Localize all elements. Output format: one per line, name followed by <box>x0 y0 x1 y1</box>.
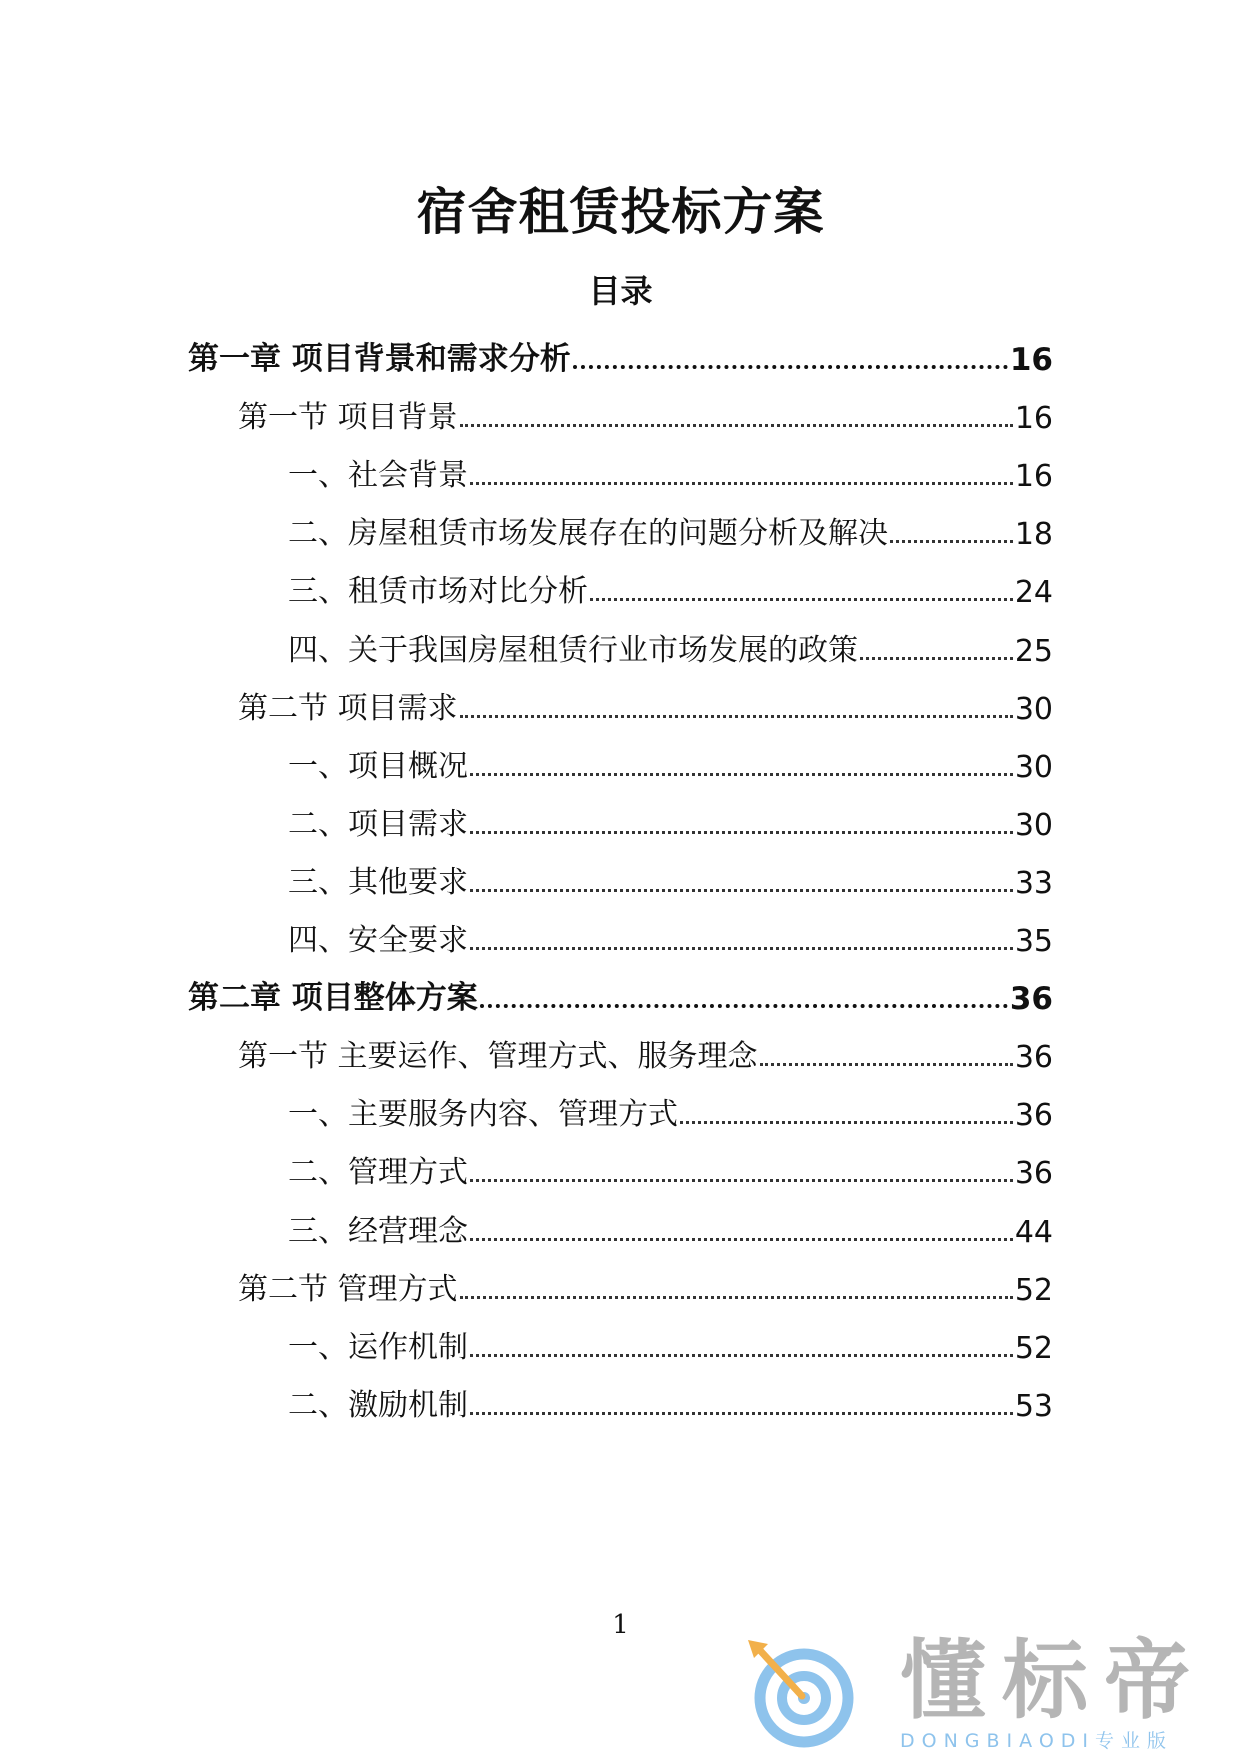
watermark-subtitle: DONGBIAODI专业版 <box>900 1730 1174 1752</box>
toc-entry-label: 第二章 项目整体方案 <box>188 980 478 1017</box>
toc-entry[interactable] <box>288 444 1053 494</box>
toc-dot-leader <box>470 1412 1013 1415</box>
toc-entry[interactable] <box>288 793 1053 843</box>
toc-entry[interactable] <box>238 1258 1053 1308</box>
toc-dot-leader <box>680 1121 1013 1124</box>
toc-dot-leader <box>890 540 1013 543</box>
toc-entry-page: 35 <box>1014 924 1053 959</box>
toc-entry[interactable] <box>288 1200 1053 1250</box>
toc-entry-label: 第一节 主要运作、管理方式、服务理念 <box>238 1039 758 1075</box>
toc-dot-leader <box>460 1296 1013 1299</box>
toc-heading: 目录 <box>588 272 653 310</box>
toc-dot-leader <box>460 424 1013 427</box>
toc-entry-label: 二、激励机制 <box>288 1387 468 1423</box>
toc-entry-label: 二、管理方式 <box>288 1155 468 1191</box>
target-arrow-icon <box>746 1638 866 1750</box>
toc-entry-page: 52 <box>1014 1330 1053 1366</box>
toc-entry[interactable] <box>238 386 1053 436</box>
toc-dot-leader <box>470 831 1013 834</box>
toc-entry-page: 52 <box>1014 1272 1053 1308</box>
toc-entry-page: 16 <box>1014 459 1053 495</box>
toc-dot-leader <box>760 1063 1013 1066</box>
toc-entry-label: 四、关于我国房屋租赁行业市场发展的政策 <box>288 632 858 668</box>
toc-entry-label: 一、社会背景 <box>288 458 468 494</box>
toc-dot-leader <box>480 1004 1008 1008</box>
toc-entry[interactable] <box>188 328 1053 378</box>
toc-entry-label: 一、运作机制 <box>288 1329 468 1365</box>
toc-entry-label: 二、房屋租赁市场发展存在的问题分析及解决 <box>288 516 888 552</box>
toc-entry-page: 24 <box>1014 575 1053 611</box>
toc-entry-page: 36 <box>1014 1098 1053 1134</box>
toc-entry-page: 36 <box>1009 981 1053 1018</box>
toc-entry-page: 25 <box>1014 633 1053 669</box>
toc-entry-page: 36 <box>1014 1156 1053 1192</box>
toc-entry-page: 30 <box>1014 749 1053 785</box>
toc-dot-leader <box>460 715 1013 718</box>
toc-entry[interactable] <box>188 967 1053 1017</box>
toc-entry[interactable] <box>288 1141 1053 1191</box>
toc-entry-label: 四、安全要求 <box>288 923 468 958</box>
watermark-brand: 懂标帝 <box>900 1631 1206 1731</box>
toc-dot-leader <box>590 598 1013 601</box>
toc-entry-page: 36 <box>1014 1040 1053 1076</box>
toc-dot-leader <box>470 482 1013 485</box>
toc-entry-page: 44 <box>1014 1214 1053 1250</box>
toc-entry-page: 18 <box>1014 517 1053 553</box>
toc-dot-leader <box>860 657 1013 660</box>
toc-entry[interactable] <box>288 1083 1053 1133</box>
toc-entry[interactable] <box>288 1374 1053 1424</box>
toc-entry[interactable] <box>288 735 1053 785</box>
toc-dot-leader <box>470 1179 1013 1182</box>
toc-entry[interactable] <box>238 677 1053 727</box>
toc-dot-leader <box>573 365 1008 369</box>
toc-entry[interactable] <box>288 909 1053 959</box>
toc-entry[interactable] <box>288 1316 1053 1366</box>
watermark <box>740 1626 1241 1754</box>
toc-dot-leader <box>470 773 1013 776</box>
toc-entry-label: 一、项目概况 <box>288 748 468 784</box>
toc-entry-label: 三、租赁市场对比分析 <box>288 574 588 610</box>
page-number: 1 <box>612 1610 629 1640</box>
toc-entry-label: 第一章 项目背景和需求分析 <box>188 341 571 377</box>
toc-entry[interactable] <box>288 619 1053 669</box>
toc-entry-label: 二、项目需求 <box>288 806 468 842</box>
toc-entry-label: 三、经营理念 <box>288 1213 468 1249</box>
document-title: 宿舍租赁投标方案 <box>416 183 825 241</box>
toc-entry[interactable] <box>238 1025 1053 1075</box>
toc-entry-page: 30 <box>1014 807 1053 843</box>
toc-entry[interactable] <box>288 560 1053 610</box>
toc-dot-leader <box>470 947 1013 950</box>
toc-dot-leader <box>470 1354 1013 1357</box>
toc-dot-leader <box>470 889 1013 892</box>
toc-entry[interactable] <box>288 851 1053 901</box>
toc-entry[interactable] <box>288 502 1053 552</box>
toc-entry-label: 三、其他要求 <box>288 864 468 900</box>
toc-entry-label: 第二节 管理方式 <box>238 1271 458 1307</box>
toc-entry-label: 一、主要服务内容、管理方式 <box>288 1097 678 1133</box>
toc-entry-page: 16 <box>1009 342 1053 378</box>
toc-entry-page: 53 <box>1014 1388 1053 1424</box>
toc-entry-page: 16 <box>1014 401 1053 437</box>
toc-entry-label: 第二节 项目需求 <box>238 690 458 726</box>
toc-entry-page: 33 <box>1014 865 1053 901</box>
toc-entry-label: 第一节 项目背景 <box>238 400 458 436</box>
toc-entry-page: 30 <box>1014 691 1053 727</box>
toc-dot-leader <box>470 1238 1013 1241</box>
